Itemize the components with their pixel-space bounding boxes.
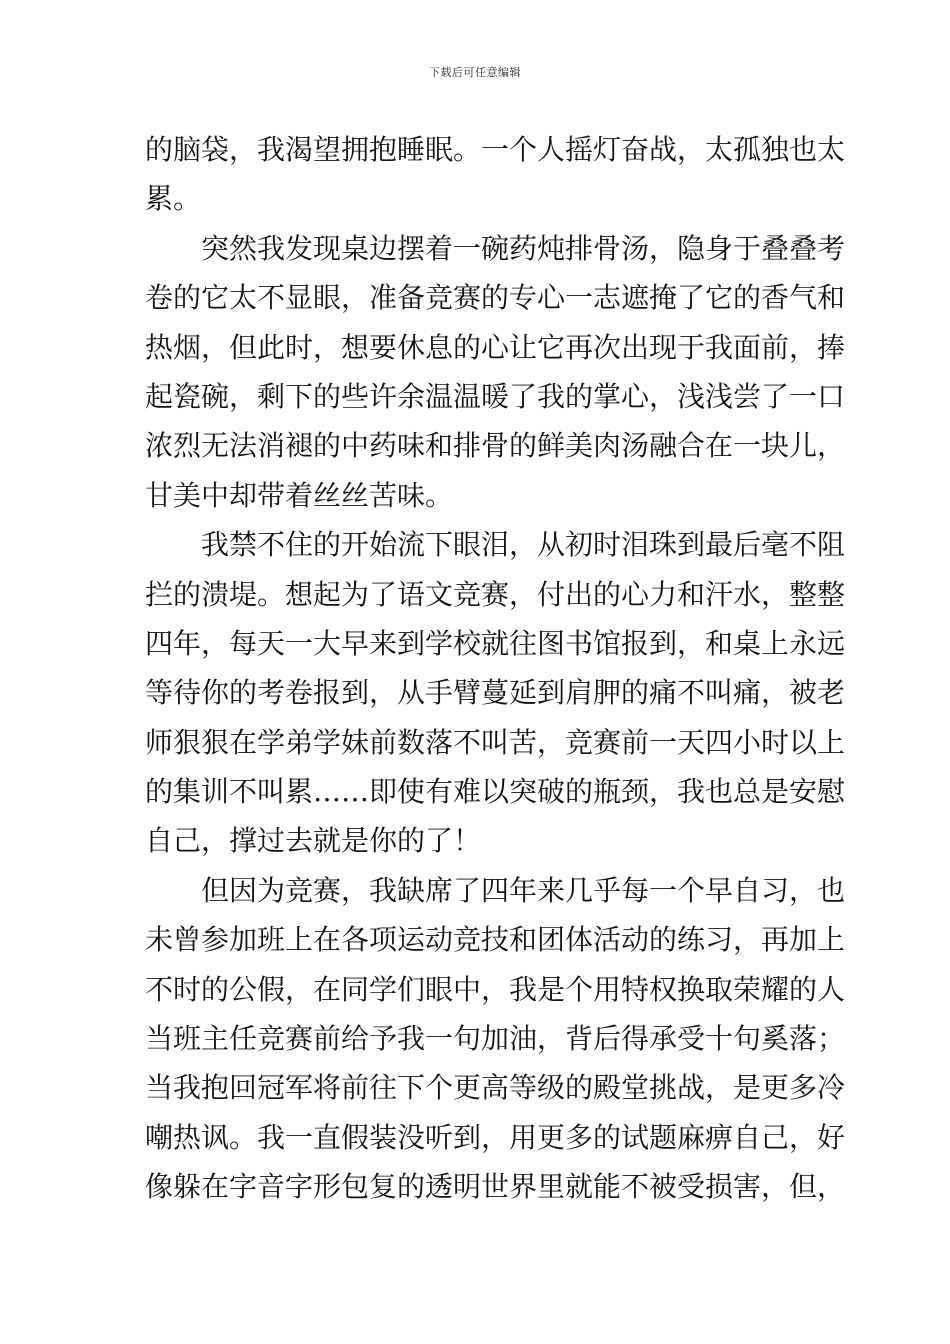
text-line: 我禁不住的开始流下眼泪，从初时泪珠到最后毫不阻 (201, 528, 846, 562)
text-line: 浓烈无法消褪的中药味和排骨的鲜美肉汤融合在一块儿， (145, 429, 846, 463)
text-line: 未曾参加班上在各项运动竞技和团体活动的练习，再加上 (145, 923, 846, 957)
text-line: 甘美中却带着丝丝苦味。 (145, 478, 454, 512)
text-line: 师狠狠在学弟学妹前数落不叫苦，竞赛前一天四小时以上 (145, 725, 846, 759)
text-line: 嘲热讽。我一直假装没听到，用更多的试题麻痹自己，好 (145, 1120, 846, 1154)
text-line: 当我抱回冠军将前往下个更高等级的殿堂挑战，是更多冷 (145, 1071, 846, 1105)
text-line: 像躲在字音字形包复的透明世界里就能不被受损害，但， (145, 1170, 846, 1204)
text-line: 四年，每天一大早来到学校就往图书馆报到，和桌上永远 (145, 626, 846, 660)
page-header: 下载后可任意编辑 (429, 66, 521, 79)
text-line: 累。 (145, 182, 202, 216)
text-line: 等待你的考卷报到，从手臂蔓延到肩胛的痛不叫痛，被老 (145, 676, 846, 710)
text-line: 突然我发现桌边摆着一碗药炖排骨汤，隐身于叠叠考 (201, 231, 846, 265)
text-line: 起瓷碗，剩下的些许余温温暖了我的掌心，浅浅尝了一口 (145, 379, 846, 413)
text-line: 不时的公假，在同学们眼中，我是个用特权换取荣耀的人 (145, 972, 846, 1006)
text-line: 拦的溃堤。想起为了语文竞赛，付出的心力和汗水，整整 (145, 577, 846, 611)
text-line: 卷的它太不显眼，准备竞赛的专心一志遮掩了它的香气和 (145, 281, 846, 315)
text-line: 自己，撑过去就是你的了！ (145, 824, 482, 858)
text-line: 的集训不叫累……即使有难以突破的瓶颈，我也总是安慰 (145, 775, 846, 809)
text-line: 的脑袋，我渴望拥抱睡眠。一个人摇灯奋战，太孤独也太 (145, 133, 846, 166)
text-line: 当班主任竞赛前给予我一句加油，背后得承受十句奚落； (145, 1022, 846, 1056)
text-line: 热烟，但此时，想要休息的心让它再次出现于我面前，捧 (145, 330, 846, 364)
text-line: 但因为竞赛，我缺席了四年来几乎每一个早自习，也 (201, 873, 846, 907)
document-body (145, 125, 846, 1212)
